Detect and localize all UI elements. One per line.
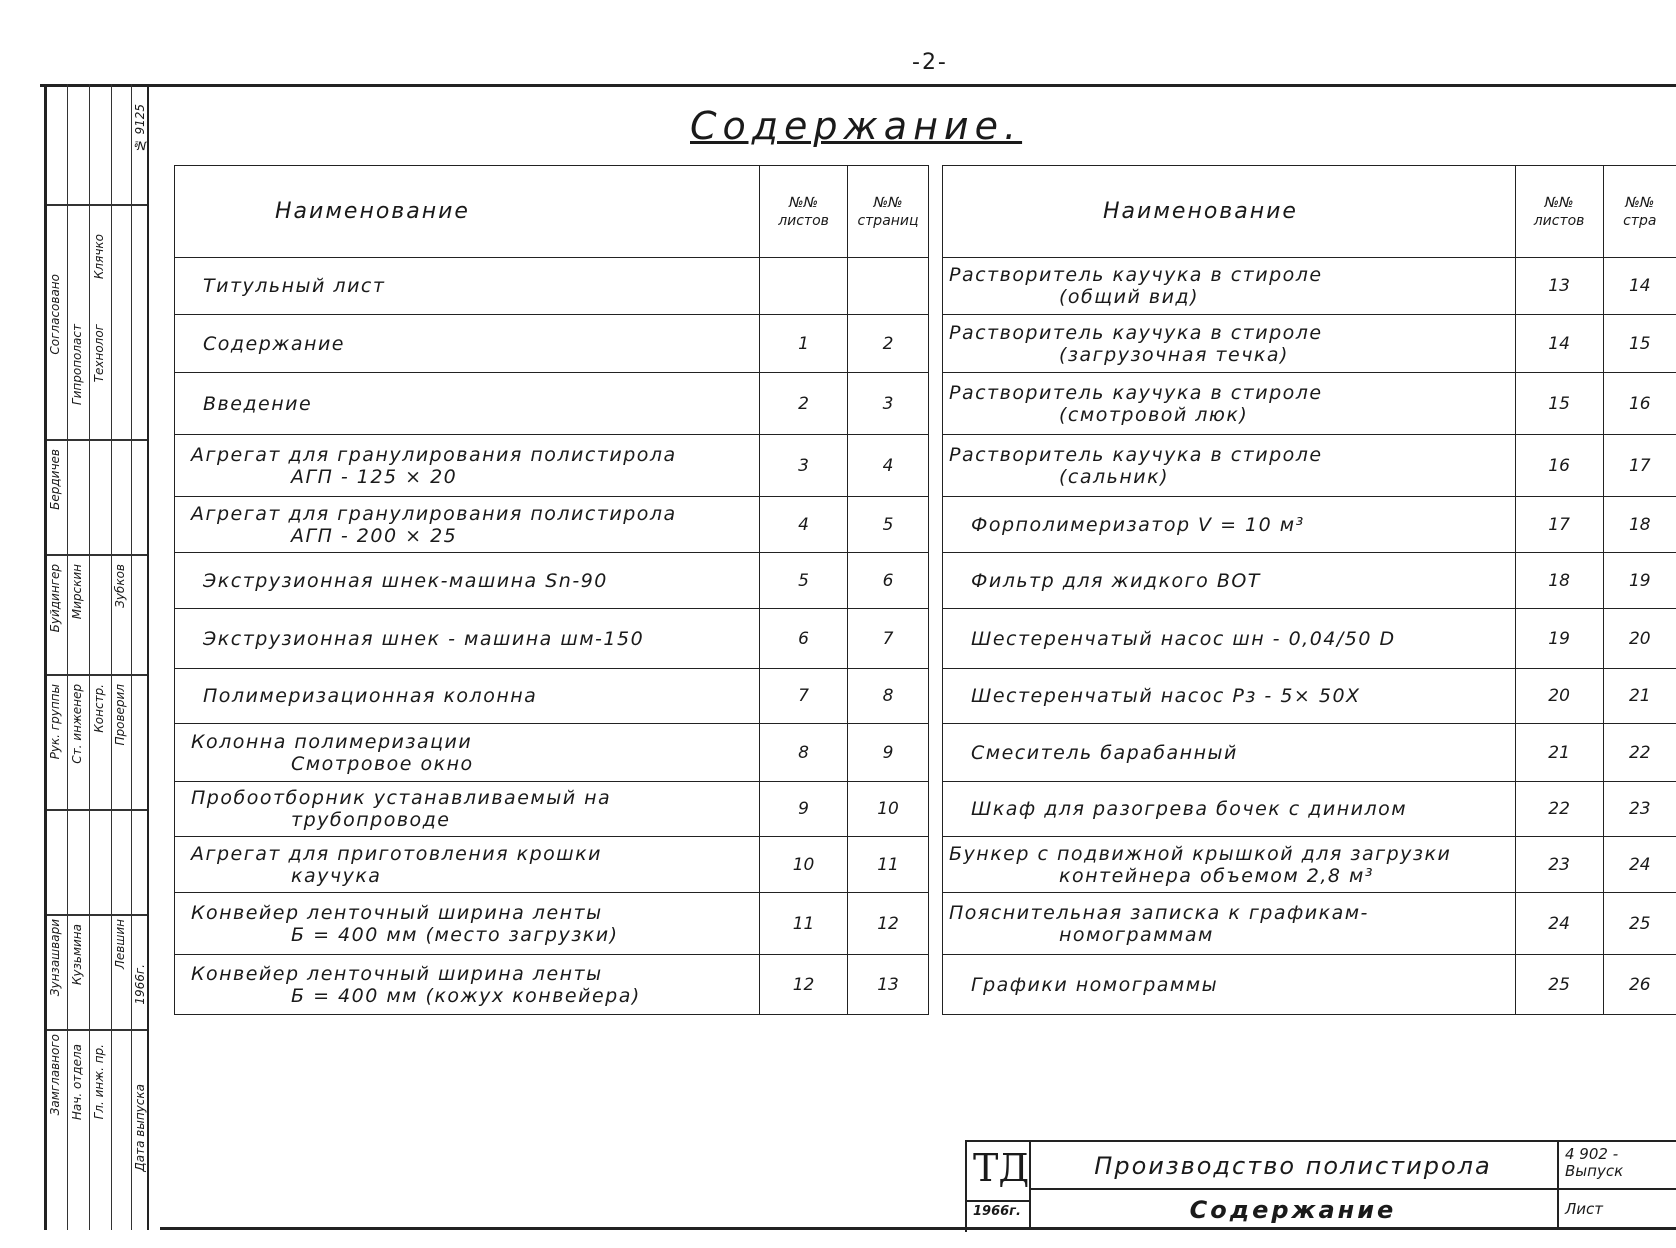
toc-row — [175, 258, 929, 315]
item-subtitle: (сальник) — [1059, 465, 1170, 488]
sheet-number: 15 — [1515, 373, 1603, 435]
sheet-number: 3 — [760, 435, 848, 497]
stamp-label: Гипрополаст — [70, 324, 84, 406]
toc-item-name — [175, 782, 760, 837]
product-name: Производство полистирола — [1094, 1152, 1492, 1180]
item-subtitle: каучука — [291, 864, 382, 887]
page-number-cell: 20 — [1603, 609, 1676, 669]
page-number-cell: 8 — [848, 669, 929, 724]
header-pages: №№ стра — [1603, 166, 1676, 258]
page-number-cell: 9 — [848, 724, 929, 782]
toc-item-name — [943, 553, 1516, 609]
item-title: Агрегат для гранулирования полистирола — [191, 502, 677, 525]
item-subtitle: Смотровое окно — [291, 752, 474, 775]
item-title: Введение — [203, 392, 313, 415]
toc-item-name — [943, 258, 1516, 315]
item-subtitle: (смотровой люк) — [1059, 403, 1249, 426]
item-title: Шкаф для разогрева бочек с динилом — [971, 798, 1408, 820]
page-number-cell: 26 — [1603, 955, 1676, 1015]
toc-row — [943, 497, 1676, 553]
page-number-cell: 5 — [848, 497, 929, 553]
sheet-number: 13 — [1515, 258, 1603, 315]
toc-item-name — [943, 373, 1516, 435]
item-title: Фильтр для жидкого ВОТ — [971, 569, 1261, 592]
toc-row — [175, 315, 929, 373]
toc-item-name — [943, 435, 1516, 497]
item-title: Форполимеризатор V = 10 м³ — [971, 513, 1305, 536]
sheet-number: 16 — [1515, 435, 1603, 497]
item-title: Конвейер ленточный ширина ленты — [191, 962, 603, 985]
header-name: Наименование — [175, 166, 760, 258]
toc-row — [943, 315, 1676, 373]
sheet-number: 9 — [760, 782, 848, 837]
sheet-number: 2 — [760, 373, 848, 435]
page-number-cell: 10 — [848, 782, 929, 837]
logo-mark: ТД — [973, 1146, 1030, 1190]
sheet-number: 11 — [760, 893, 848, 955]
toc-item-name — [943, 609, 1516, 669]
stamp-person: Зубков — [113, 564, 127, 608]
item-subtitle: контейнера объемом 2,8 м³ — [1059, 864, 1374, 887]
page-number-cell: 14 — [1603, 258, 1676, 315]
stamp-role: Замглавного — [48, 1034, 62, 1116]
toc-item-name — [943, 497, 1516, 553]
toc-item-name — [943, 893, 1516, 955]
toc-row — [175, 955, 929, 1015]
toc-row — [175, 893, 929, 955]
item-subtitle: АГП - 200 × 25 — [291, 524, 458, 547]
page-number-cell: 3 — [848, 373, 929, 435]
item-title: Растворитель каучука в стироле — [949, 381, 1323, 404]
sheet-number: 23 — [1515, 837, 1603, 893]
stamp-label: Согласовано — [48, 274, 62, 355]
sheet-number — [760, 258, 848, 315]
sheet-number: 17 — [1515, 497, 1603, 553]
stamp-label: Технолог — [92, 324, 106, 383]
stamp-role: Рук. группы — [48, 684, 62, 760]
toc-item-name — [175, 669, 760, 724]
toc-item-name — [943, 837, 1516, 893]
page-number-cell: 7 — [848, 609, 929, 669]
toc-item-name — [175, 258, 760, 315]
toc-item-name — [175, 837, 760, 893]
page-number-cell: 12 — [848, 893, 929, 955]
page-number-cell: 16 — [1603, 373, 1676, 435]
sheet-number: 8 — [760, 724, 848, 782]
item-subtitle: АГП - 125 × 20 — [291, 465, 458, 488]
header-sheets: №№ листов — [1515, 166, 1603, 258]
page-number-cell — [848, 258, 929, 315]
page-number-cell: 24 — [1603, 837, 1676, 893]
page-number-cell: 13 — [848, 955, 929, 1015]
top-rule — [40, 84, 1676, 87]
item-title: Агрегат для гранулирования полистирола — [191, 443, 677, 466]
stamp-person: Мирскин — [70, 564, 84, 620]
toc-item-name — [943, 782, 1516, 837]
toc-table-left — [174, 165, 929, 1015]
release-code: 4 902 - Выпуск — [1565, 1145, 1624, 1180]
page-number: -2- — [912, 50, 948, 75]
toc-row — [943, 553, 1676, 609]
toc-item-name — [943, 955, 1516, 1015]
sheet-number: 12 — [760, 955, 848, 1015]
toc-row — [943, 837, 1676, 893]
stamp-role: Проверил — [113, 684, 127, 746]
sheet-number: 22 — [1515, 782, 1603, 837]
toc-item-name — [943, 315, 1516, 373]
stamp-role: Нач. отдела — [70, 1044, 84, 1121]
page-number-cell: 22 — [1603, 724, 1676, 782]
toc-row — [943, 955, 1676, 1015]
toc-row — [175, 837, 929, 893]
toc-item-name — [175, 373, 760, 435]
item-title: Растворитель каучука в стироле — [949, 264, 1323, 286]
stamp-label: Дата выпуска — [133, 1084, 147, 1172]
sheet-number: 6 — [760, 609, 848, 669]
toc-row — [943, 373, 1676, 435]
title-block-main — [1029, 1142, 1559, 1230]
toc-row — [943, 258, 1676, 315]
sheet-number: 7 — [760, 669, 848, 724]
stamp-role: Ст. инженер — [70, 684, 84, 764]
page-number-cell: 21 — [1603, 669, 1676, 724]
page-number-cell: 6 — [848, 553, 929, 609]
stamp-role: Констр. — [92, 684, 106, 733]
toc-item-name — [175, 553, 760, 609]
sheet-number: 10 — [760, 837, 848, 893]
toc-item-name — [943, 669, 1516, 724]
item-title: Агрегат для приготовления крошки — [191, 842, 602, 865]
toc-row — [943, 435, 1676, 497]
item-title: Шестеренчатый насос шн - 0,04/50 D — [971, 627, 1396, 650]
stamp-role: Гл. инж. пр. — [92, 1044, 106, 1120]
toc-row — [175, 782, 929, 837]
toc-row — [943, 609, 1676, 669]
item-title: Полимеризационная колонна — [203, 685, 538, 707]
item-title: Титульный лист — [203, 275, 386, 297]
toc-item-name — [175, 724, 760, 782]
item-subtitle: Б = 400 мм (место загрузки) — [291, 923, 619, 946]
header-name: Наименование — [943, 166, 1516, 258]
stamp-label: 1966г. — [133, 964, 147, 1005]
toc-item-name — [943, 724, 1516, 782]
toc-row — [175, 553, 929, 609]
stamp-person: Кузьмина — [70, 924, 84, 986]
sheet-number: 25 — [1515, 955, 1603, 1015]
item-title: Колонна полимеризации — [191, 730, 473, 753]
stamp-label: Клячко — [92, 234, 106, 280]
page-number-cell: 17 — [1603, 435, 1676, 497]
toc-row — [175, 724, 929, 782]
toc-row — [943, 669, 1676, 724]
item-subtitle: (загрузочная течка) — [1059, 343, 1289, 366]
item-subtitle: (общий вид) — [1059, 286, 1199, 308]
approval-stamp — [44, 84, 149, 1230]
document-title: Содержание. — [690, 104, 1023, 148]
toc-row — [175, 497, 929, 553]
page-number-cell: 18 — [1603, 497, 1676, 553]
stamp-inv-number: № 9125 — [133, 104, 147, 153]
toc-row — [175, 373, 929, 435]
toc-row — [943, 724, 1676, 782]
stamp-person: Левшин — [113, 919, 127, 970]
sheet-number: 1 — [760, 315, 848, 373]
sheet-number: 5 — [760, 553, 848, 609]
toc-item-name — [175, 435, 760, 497]
page-number-cell: 4 — [848, 435, 929, 497]
toc-row — [175, 669, 929, 724]
org-logo — [967, 1142, 1031, 1230]
item-title: Растворитель каучука в стироле — [949, 321, 1323, 344]
year: 1966г. — [973, 1204, 1021, 1219]
page-number-cell: 25 — [1603, 893, 1676, 955]
toc-item-name — [175, 893, 760, 955]
sheet-number: 20 — [1515, 669, 1603, 724]
item-title: Шестеренчатый насос Рз - 5× 50Х — [971, 685, 1361, 707]
page-number-cell: 2 — [848, 315, 929, 373]
toc-row — [943, 782, 1676, 837]
sheet-number: 24 — [1515, 893, 1603, 955]
item-title: Смеситель барабанный — [971, 741, 1238, 764]
toc-row — [943, 893, 1676, 955]
stamp-person: Буйдингер — [48, 564, 62, 633]
sheet-label: Лист — [1565, 1200, 1604, 1218]
section-name: Содержание — [1189, 1196, 1397, 1224]
title-block — [965, 1140, 1676, 1232]
toc-row — [175, 435, 929, 497]
sheet-number: 19 — [1515, 609, 1603, 669]
toc-table-right — [942, 165, 1676, 1015]
toc-item-name — [175, 609, 760, 669]
header-sheets: №№ листов — [760, 166, 848, 258]
sheet-number: 18 — [1515, 553, 1603, 609]
header-pages: №№ страниц — [848, 166, 929, 258]
toc-item-name — [175, 955, 760, 1015]
toc-item-name — [175, 497, 760, 553]
sheet-number: 14 — [1515, 315, 1603, 373]
sheet-number: 21 — [1515, 724, 1603, 782]
item-title: Бункер с подвижной крышкой для загрузки — [949, 842, 1452, 865]
item-subtitle: трубопроводе — [291, 809, 451, 831]
item-subtitle: номограммам — [1059, 923, 1214, 946]
item-title: Конвейер ленточный ширина ленты — [191, 901, 603, 924]
page-number-cell: 19 — [1603, 553, 1676, 609]
page-number-cell: 11 — [848, 837, 929, 893]
item-title: Экструзионная шнек - машина шм-150 — [203, 627, 645, 650]
toc-item-name — [175, 315, 760, 373]
title-block-code — [1559, 1142, 1676, 1230]
item-title: Графики номограммы — [971, 973, 1219, 996]
page-number-cell: 15 — [1603, 315, 1676, 373]
page-number-cell: 23 — [1603, 782, 1676, 837]
stamp-person: Зунзашвари — [48, 919, 62, 997]
item-title: Экструзионная шнек-машина Sn-90 — [203, 569, 608, 592]
item-title: Пояснительная записка к графикам- — [949, 901, 1369, 924]
stamp-person: Бердичев — [48, 449, 62, 510]
sheet-number: 4 — [760, 497, 848, 553]
item-title: Растворитель каучука в стироле — [949, 443, 1323, 466]
item-title: Пробоотборник устанавливаемый на — [191, 787, 612, 809]
item-subtitle: Б = 400 мм (кожух конвейера) — [291, 984, 641, 1007]
toc-row — [175, 609, 929, 669]
item-title: Содержание — [203, 332, 345, 355]
